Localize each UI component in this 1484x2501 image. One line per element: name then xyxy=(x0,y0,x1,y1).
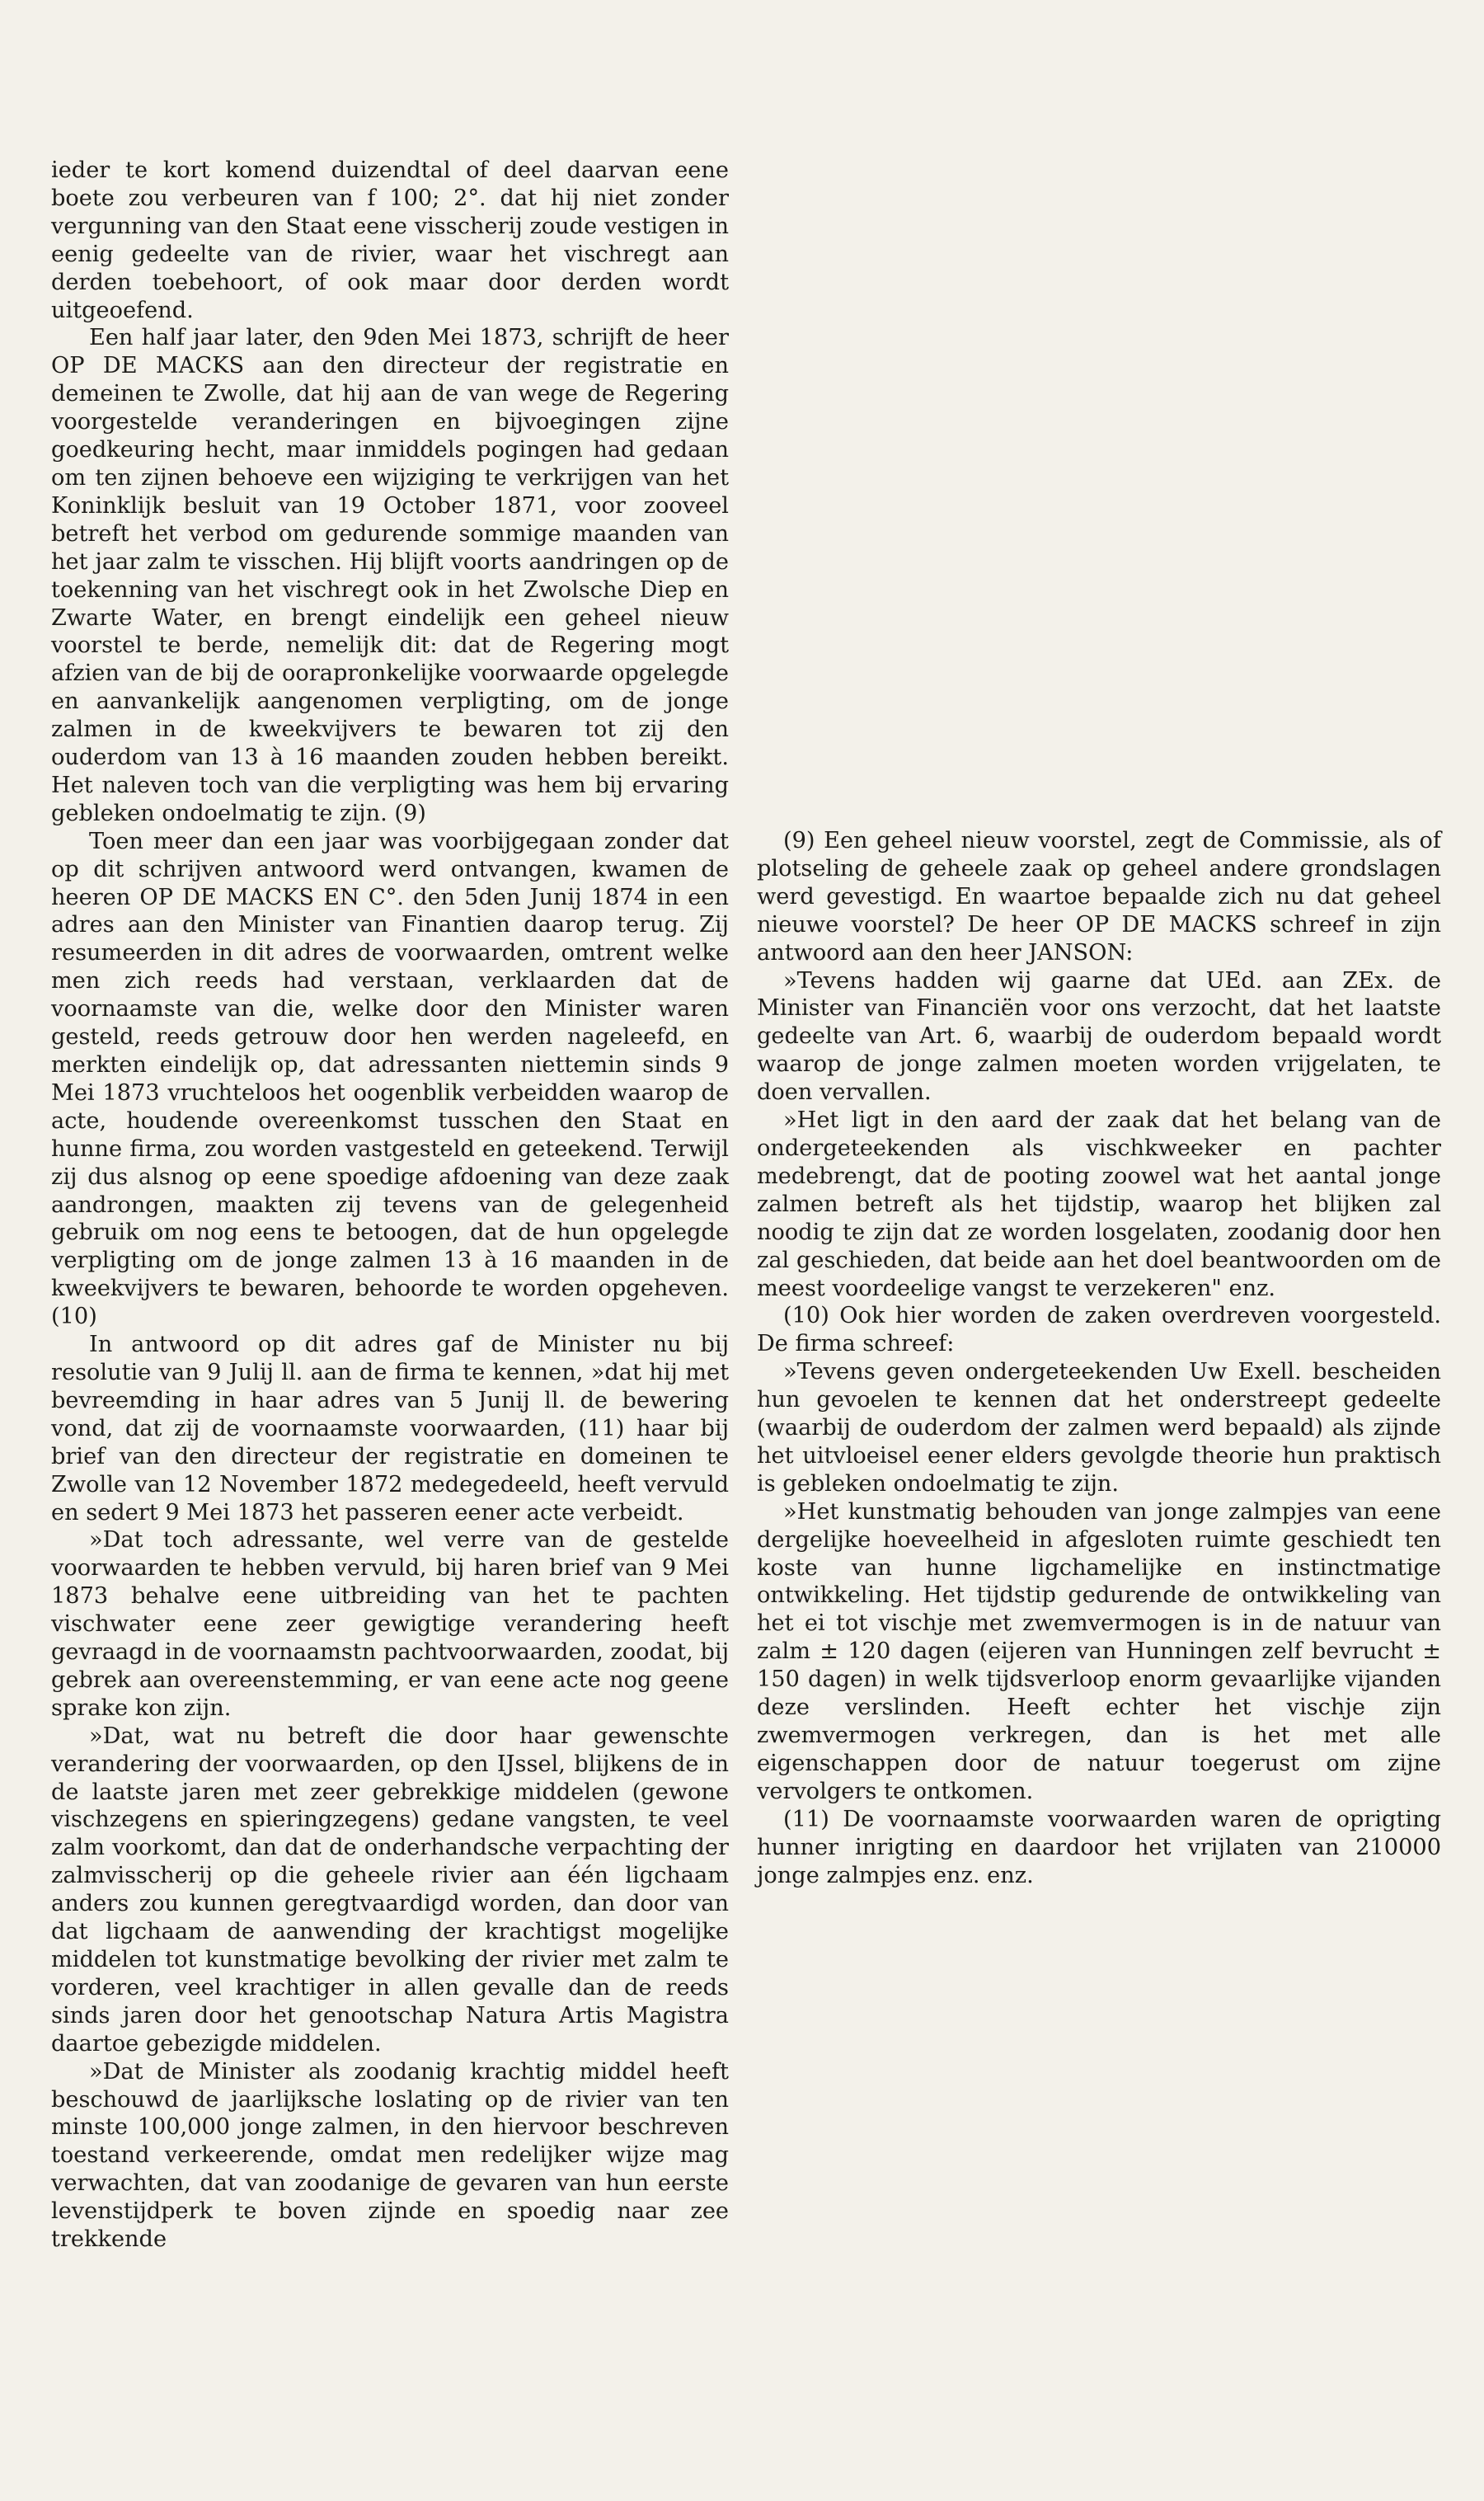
body-paragraph: »Dat, wat nu betreft die door haar gewenschte verandering der voorwaarden, op den IJssel, blijkens de in de laatste jaren met zeer gebrekkige middelen (gewone vischzegens en spieringzegens) gedane vangsten, te veel zalm voorkomt, dan dat de onderhandsche verpachting der zalmvisscherij op die geheele rivier aan één ligchaam anders zou kunnen geregtvaardigd worden, dan door van dat ligchaam de aanwending der krachtigst mogelijke middelen tot kunstmatige bevolking der rivier met zalm te vorderen, veel krachtiger in allen gevalle dan de reeds sinds jaren door het genootschap Natura Artis Magistra daartoe gebezigde middelen. xyxy=(51,1723,729,2057)
footnote-quote: »Tevens geven ondergeteekenden Uw Exell. bescheiden hun gevoelen te kennen dat het onderstreept gedeelte (waarbij de ouderdom der zalmen werd bepaald) als zijnde het uitvloeisel eener elders gevolgde theorie hun praktisch is gebleken ondoelmatig te zijn. xyxy=(757,1359,1441,1497)
main-text-column xyxy=(51,157,729,2254)
body-paragraph: Toen meer dan een jaar was voorbijgegaan zonder dat op dit schrijven antwoord werd ontvangen, kwamen de heeren OP DE MACKS EN C°. den 5den Junij 1874 in een adres aan den Minister van Finantien daarop terug. Zij resumeerden in dit adres de voorwaarden, omtrent welke men zich reeds had verstaan, verklaarden dat de voornaamste van die, welke door den Minister waren gesteld, reeds getrouw door hen werden nageleefd, en merkten eindelijk op, dat adressanten niettemin sinds 9 Mei 1873 vruchteloos het oogenblik verbeidden waarop de acte, houdende overeenkomst tusschen den Staat en hunne firma, zou worden vastgesteld en geteekend. Terwijl zij dus alsnog op eene spoedige afdoening van deze zaak aandrongen, maakten zij tevens van de gelegenheid gebruik om nog eens te betoogen, dat de hun opgelegde verpligting om de jonge zalmen 13 à 16 maanden in de kweekvijvers te bewaren, behoorde te worden opgeheven. (10) xyxy=(51,828,729,1330)
body-paragraph: »Dat de Minister als zoodanig krachtig middel heeft beschouwd de jaarlijksche loslating op de rivier van ten minste 100,000 jonge zalmen, in den hiervoor beschreven toestand verkeerende, omdat men redelijker wijze mag verwachten, dat van zoodanige de gevaren van hun eerste levenstijdperk te boven zijnde en spoedig naar zee trekkende xyxy=(51,2058,729,2253)
footnote-9: (9) Een geheel nieuw voorstel, zegt de Commissie, als of plotseling de geheele zaak op geheel andere grondslagen werd gevestigd. En waartoe bepaalde zich nu dat geheel nieuwe voorstel? De heer OP DE MACKS schreef in zijn antwoord aan den heer JANSON: xyxy=(757,828,1441,966)
footnote-10: (10) Ook hier worden de zaken overdreven voorgesteld. De firma schreef: xyxy=(757,1303,1441,1357)
footnote-11: (11) De voornaamste voorwaarden waren de oprigting hunner inrigting en daardoor het vrijlaten van 210000 jonge zalmpjes enz. enz. xyxy=(757,1806,1441,1888)
footnotes-column xyxy=(757,827,1441,1889)
body-paragraph: In antwoord op dit adres gaf de Minister nu bij resolutie van 9 Julij ll. aan de firma te kennen, »dat hij met bevreemding in haar adres van 5 Junij ll. de bewering vond, dat zij de voornaamste voorwaarden, (11) haar bij brief van den directeur der registratie en domeinen te Zwolle van 12 November 1872 medegedeeld, heeft vervuld en sedert 9 Mei 1873 het passeren eener acte verbeidt. xyxy=(51,1332,729,1526)
footnote-quote: »Tevens hadden wij gaarne dat UEd. aan ZEx. de Minister van Financiën voor ons verzocht, dat het laatste gedeelte van Art. 6, waarbij de ouderdom bepaald wordt waarop de jonge zalmen moeten worden vrijgelaten, te doen vervallen. xyxy=(757,967,1441,1106)
body-paragraph: ieder te kort komend duizendtal of deel daarvan eene boete zou verbeuren van f 100; 2°. dat hij niet zonder vergunning van den Staat eene visscherij zoude vestigen in eenig gedeelte van de rivier, waar het vischregt aan derden toebehoort, of ook maar door derden wordt uitgeoefend. xyxy=(51,157,729,323)
body-paragraph: »Dat toch adressante, wel verre van de gestelde voorwaarden te hebben vervuld, bij haren brief van 9 Mei 1873 behalve eene uitbreiding van het te pachten vischwater eene zeer gewigtige verandering heeft gevraagd in de voornaamstn pachtvoorwaarden, zoodat, bij gebrek aan overeenstemming, er van eene acte nog geene sprake kon zijn. xyxy=(51,1527,729,1721)
footnote-quote: »Het kunstmatig behouden van jonge zalmpjes van eene dergelijke hoeveelheid in afgesloten ruimte geschiedt ten koste van hunne ligchamelijke en instinctmatige ontwikkeling. Het tijdstip gedurende de ontwikkeling van het ei tot vischje met zwemvermogen is in de natuur van zalm ± 120 dagen (eijeren van Hunningen zelf bevrucht ± 150 dagen) in welk tijdsverloop enorm gevaarlijke vijanden deze verslinden. Heeft echter het vischje zijn zwemvermogen verkregen, dan is het met alle eigenschappen door de natuur toegerust om zijne vervolgers te ontkomen. xyxy=(757,1498,1441,1804)
footnote-quote: »Het ligt in den aard der zaak dat het belang van de ondergeteekenden als vischkweeker en pachter medebrengt, dat de pooting zoowel wat het aantal jonge zalmen betreft als het tijdstip, waarop het blijken zal noodig te zijn dat ze worden losgelaten, zoodanig door hen zal geschieden, dat beide aan het doel beantwoorden om de meest voordeelige vangst te verzekeren" enz. xyxy=(757,1107,1441,1301)
body-paragraph: Een half jaar later, den 9den Mei 1873, schrijft de heer OP DE MACKS aan den directeur der registratie en demeinen te Zwolle, dat hij aan de van wege de Regering voorgestelde veranderingen en bijvoegingen zijne goedkeuring hecht, maar inmiddels pogingen had gedaan om ten zijnen behoeve een wijziging te verkrijgen van het Koninklijk besluit van 19 October 1871, voor zooveel betreft het verbod om gedurende sommige maanden van het jaar zalm te visschen. Hij blijft voorts aandringen op de toekenning van het vischregt ook in het Zwolsche Diep en Zwarte Water, en brengt eindelijk een geheel nieuw voorstel te berde, nemelijk dit: dat de Regering mogt afzien van de bij de oorapronkelijke voorwaarde opgelegde en aanvankelijk aangenomen verpligting, om de jonge zalmen in de kweekvijvers te bewaren tot zij den ouderdom van 13 à 16 maanden zouden hebben bereikt. Het naleven toch van die verpligting was hem bij ervaring gebleken ondoelmatig te zijn. (9) xyxy=(51,325,729,826)
